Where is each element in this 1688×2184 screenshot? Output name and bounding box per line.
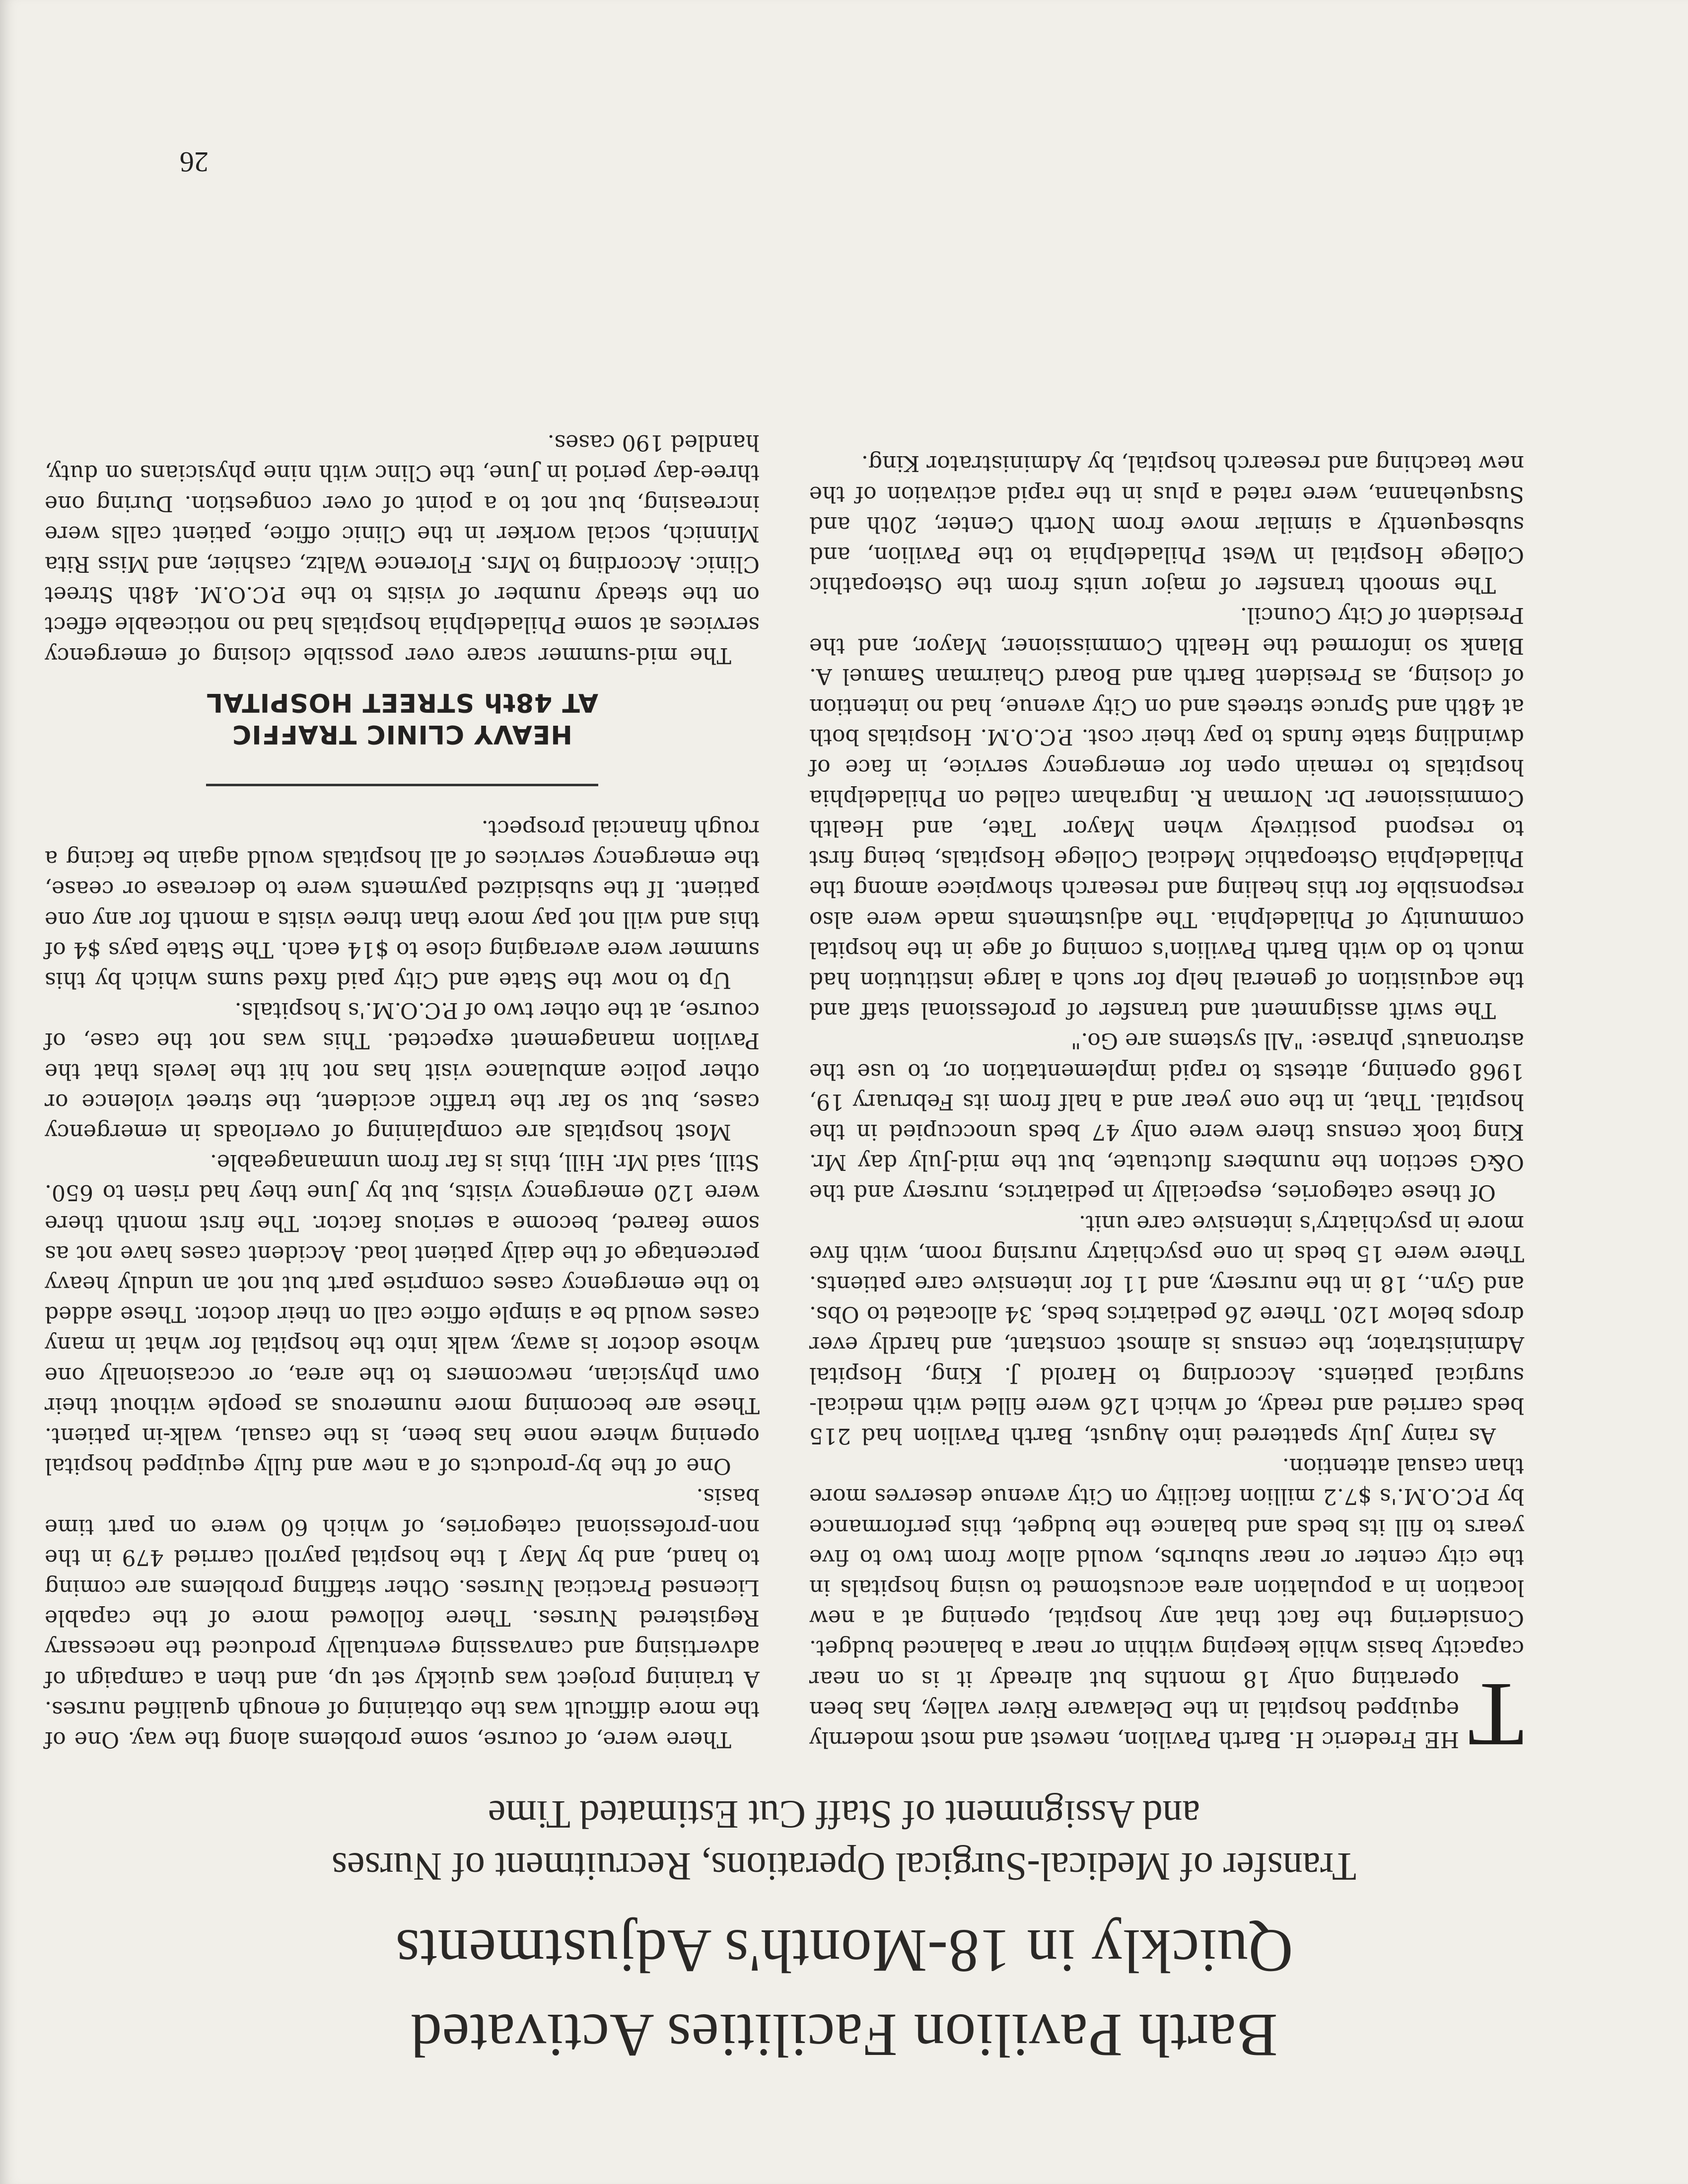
- paragraph: The swift assignment and transfer of professional staff and the acquisition of general help for such a large institution had much to do with Barth Pavilion's coming of age in the hospital community of Philadelphia. The adjustments made were also responsible for this healing and research showpiece among the Philadelphia Osteopathic Medical College Hospitals, being first to respond positively when Mayor Tate, and Health Commissioner Dr. Norman R. Ingraham called on Philadelphia hospitals to remain open for emergency service, in face of dwindling state funds to pay their cost. P.C.O.M. Hospitals both at 48th and Spruce streets and on City avenue, had no intention of closing, as President Barth and Board Chairman Samuel A. Blank so informed the Health Commissioner, Mayor, and the President of City Council.: [809, 603, 1524, 1024]
- section-subheading-line-1: HEAVY CLINIC TRAFFIC: [232, 719, 572, 749]
- article-subtitle-line-1: Transfer of Medical-Surgical Operations, Recruitment of Nurses: [332, 1844, 1356, 1888]
- right-text-column: [45, 427, 760, 1755]
- section-subheading-line-2: AT 48th STREET HOSPITAL: [206, 687, 599, 717]
- drop-cap: T: [1468, 1664, 1524, 1766]
- paragraph: One of the by-products of a new and fully equipped hospital opening where none has been, is the casual, walk-in patient. These are becoming more numerous as people without their own physician, newcomers to the area, or occasionally one whose doctor is away, walk into the hospital for what in many cases would be a simple office call on their doctor. These added to the emergency cases comprise part but not an unduly heavy percentage of the daily patient load. Accident cases have not as some feared, become a serious factor. The first month there were 120 emergency visits, but by June they had risen to 650. Still, said Mr. Hill, this is far from unmanageable.: [45, 1150, 760, 1479]
- article-title-line-2: Quickly in 18-Month's Adjustments: [395, 1917, 1293, 1985]
- paragraph: As rainy July spattered into August, Barth Pavilion had 215 beds carried and ready, of which 126 were filled with medical-surgical patients. According to Harold J. King, Hospital Administrator, the census is almost constant, and hardly ever drops below 120. There 26 pediatrics beds, 34 allocated to Obs. and Gyn., 18 in the nursery, and 11 for intensive care patients. There were 15 beds in one psychiatry nursing room, with five more in psychiatry's intensive care unit.: [809, 1210, 1524, 1448]
- paragraph: Most hospitals are complaining of overloads in emergency cases, but so far the traffic accident, the street violence or other police ambulance visit has not hit the levels that the Pavilion management expected. This was not the case, of course, at the other two of P.C.O.M.'s hospitals.: [45, 998, 760, 1145]
- section-divider: [206, 784, 598, 786]
- page-number: 26: [180, 146, 209, 178]
- paragraph: [809, 1451, 1524, 1766]
- paragraph: The smooth transfer of major units from the Osteopathic College Hospital in West Philadelphia to the Pavilion, and subsequently a similar move from North Center, 20th and Susquehanna, were rated a plus in the rapid activation of the new teaching and research hospital, by Administrator King.: [809, 451, 1524, 598]
- article-subtitle-line-2: and Assignment of Staff Cut Estimated Time: [488, 1792, 1200, 1836]
- paragraph-text: HE Frederic H. Barth Pavilion, newest and most modernly equipped hospital in the Delaware River valley, has been operating only 18 months but already it is on near capacity basis while keeping within or near a balanced budget. Considering the fact that any hospital, opening at a new location in a population area accustomed to using hospitals in the city center or near suburbs, would allow from two to five years to fill its beds and balance the budget, this performance by P.C.O.M.'s $7.2 million facility on City avenue deserves more than casual attention.: [809, 1453, 1524, 1752]
- paragraph: Of these categories, especially in pediatrics, nursery and the O&G section the numbers fluctuate, but the mid-July day Mr. King took census there were only 47 beds unoccupied in the hospital. That, in the one year and a half from its February 19, 1968 opening, attests to rapid implementation or, to use the astronauts' phrase: "All systems are Go.": [809, 1028, 1524, 1206]
- article-title-line-1: Barth Pavilion Facilities Activated: [410, 2001, 1278, 2069]
- paragraph: The mid-summer scare over possible closing of emergency services at some Philadelphia hospitals had no noticeable effect on the steady number of visits to the P.C.O.M. 48th Street Clinic. According to Mrs. Florence Waltz, cashier, and Miss Rita Minnich, social worker in the Clinic office, patient calls were increasing, but not to a point of over congestion. During one three-day period in June, the Clinc with nine physicians on duty, handled 190 cases.: [45, 430, 760, 668]
- left-text-column: [809, 448, 1524, 1766]
- paragraph: Up to now the State and City paid fixed sums which by this summer were averaging close to $14 each. The State pays $4 of this and will not pay more than three visits a month for any one patient. If the subsidized payments were to decrease or cease, the emergency services of all hospitals would again be facing a rough financial prospect.: [45, 815, 760, 993]
- paragraph: There were, of course, some problems along the way. One of the more difficult was the obtaining of enough qualified nurses. A training project was quickly set up, and then a campaign of advertising and canvassing eventually produced the necessary Registered Nurses. There followed more of the capable Licensed Practical Nurses. Other staffing problems are coming to hand, and by May 1 the hospital payroll carried 479 in the non-professional categories, of which 60 were on part time basis.: [45, 1484, 760, 1752]
